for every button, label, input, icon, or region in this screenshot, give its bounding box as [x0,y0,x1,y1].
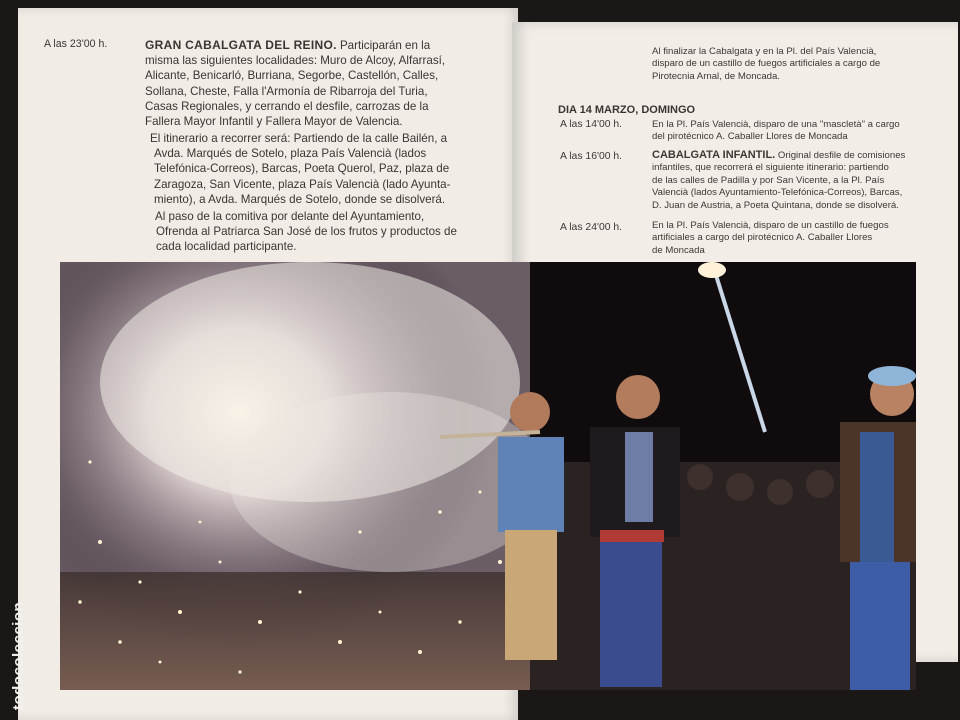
text-line: artificiales a cargo del pirotécnico A. Caballer Llores [652,232,873,244]
left-paragraph-2 [150,131,480,207]
text-line: En la Pl. País Valencià, disparo de una "mascletà" a cargo [652,119,900,130]
text-line: Valencià (lados Ayuntamiento-Telefónica-Correos), Barcas, [652,187,903,199]
text-line: misma las siguientes localidades: Muro de Alcoy, Alfarrasí, [145,54,446,68]
event-title: GRAN CABALGATA DEL REINO. [145,38,337,52]
text-line: de Moncada [652,244,705,256]
text-line: del pirotécnico A. Caballer Llores de Moncada [652,131,848,143]
text-line: Zaragoza, San Vicente, plaza País Valencià (lado Ayunta- [154,177,451,191]
right-intro [652,46,952,83]
event-time: A las 16'00 h. [560,151,623,162]
text-line: D. Juan de Austria, a Poeta Quintana, donde se disolverá. [652,199,899,211]
text-line: Al paso de la comitiva por delante del Ayuntamiento, [155,210,425,223]
text-line: disparo de un castillo de fuegos artificiales a cargo de [652,58,881,70]
text-line: Avda. Marqués de Sotelo, plaza País Valencià (lados [154,147,427,161]
event-time: A las 14'00 h. [560,119,623,130]
text-line: Fallera Mayor Infantil y Fallera Mayor de Valencia. [145,115,403,129]
text-line: Sollana, Cheste, Falla l'Armonía de Ribarroja del Turia, [145,84,428,98]
text-line: Casas Regionales, y cerrando el desfile, carrozas de la [145,99,429,113]
text-line: Telefónica-Correos), Barcas, Poeta Querol, Paz, plaza de [154,162,450,176]
left-paragraph-1 [145,38,475,129]
event-title: CABALGATA INFANTIL. [652,149,776,161]
text-line: Original desfile de comisiones [777,150,906,161]
event-time: A las 24'00 h. [560,222,623,233]
text-line: Participarán en la [339,39,431,52]
text-line: Ofrenda al Patriarca San José de los frutos y productos de [156,225,457,239]
event-time: A las 23'00 h. [44,38,108,50]
text-line: infantiles, que recorrerá el siguiente itinerario: partiendo [652,162,889,174]
text-line: Alicante, Benicarló, Burriana, Segorbe, Castellón, Calles, [145,69,439,83]
text-line: de las calles de Padilla y por San Vicente, a la Pl. País [652,174,885,186]
text-line: cada localidad participante. [156,240,297,254]
fireworks-photo [60,262,916,690]
text-line: Al finalizar la Cabalgata y en la Pl. del País Valencià, [652,46,877,57]
watermark: todocoleccion [10,601,27,710]
text-line: miento), a Avda. Marqués de Sotelo, donde se disolverá. [154,192,446,206]
day-heading: DIA 14 MARZO, DOMINGO [558,104,696,116]
event-description [652,220,952,257]
left-paragraph-3 [155,209,485,255]
text-line: El itinerario a recorrer será: Partiendo de la calle Bailén, a [150,132,448,145]
event-description [652,149,952,212]
photo-illustration [60,262,916,690]
text-line: Pirotecnia Arnal, de Moncada. [652,70,780,82]
event-description [652,119,952,144]
text-line: En la Pl. País Valencià, disparo de un castillo de fuegos [652,220,889,231]
